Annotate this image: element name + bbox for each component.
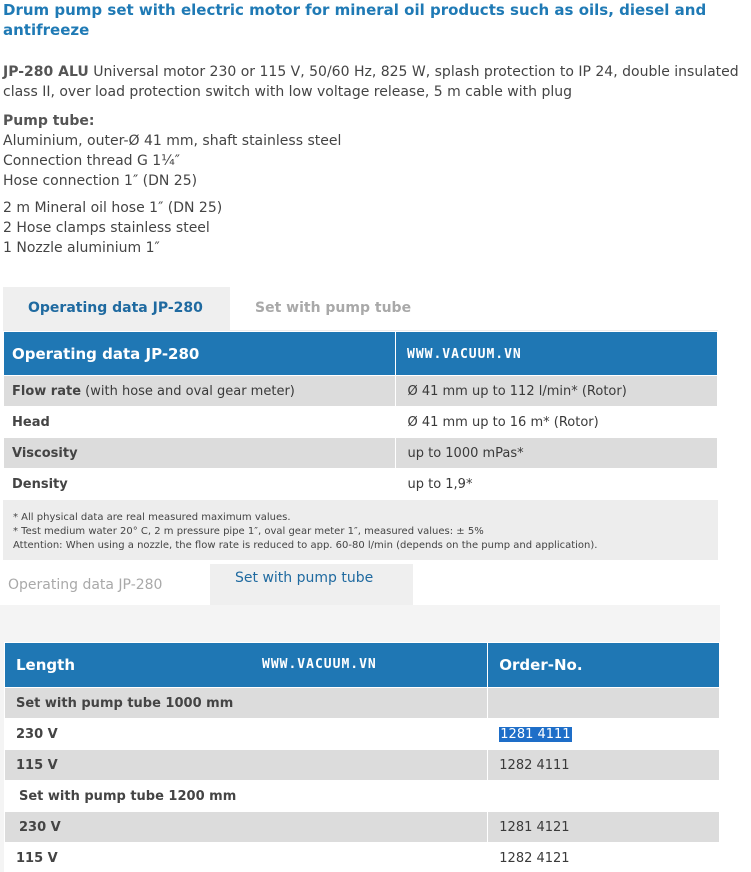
table-row bbox=[4, 407, 718, 438]
row-label: Flow rate bbox=[12, 383, 82, 399]
tab-bar-top bbox=[3, 287, 717, 330]
operating-table-header: Operating data JP-280 bbox=[4, 332, 396, 376]
order-no-cell[interactable]: 1281 4111 bbox=[500, 726, 571, 742]
table-row bbox=[5, 843, 720, 872]
row-value: Ø 41 mm up to 16 m* (Rotor) bbox=[396, 407, 718, 438]
row-value: Ø 41 mm up to 112 l/min* (Rotor) bbox=[396, 376, 718, 407]
order-no-cell: 1282 4111 bbox=[488, 750, 720, 781]
length-header: Length bbox=[5, 643, 488, 688]
tab-operating-data[interactable]: Operating data JP-280 bbox=[3, 287, 230, 330]
footnote: * All physical data are real measured maximum values. bbox=[13, 512, 291, 523]
length-cell: 230 V bbox=[5, 719, 488, 750]
footnote: Attention: When using a nozzle, the flow rate is reduced to app. 60-80 l/min (depends on the pump and application). bbox=[13, 540, 598, 551]
row-note: (with hose and oval gear meter) bbox=[81, 383, 295, 399]
tab-bar-bottom bbox=[0, 564, 720, 605]
table-row bbox=[5, 688, 720, 719]
table-row bbox=[4, 469, 718, 500]
row-value: up to 1000 mPas* bbox=[396, 438, 718, 469]
table-row bbox=[4, 376, 718, 407]
table-row bbox=[5, 781, 720, 812]
operating-data-table bbox=[3, 331, 718, 500]
pump-tube-specs bbox=[3, 111, 341, 191]
table-row bbox=[5, 812, 720, 843]
row-label: Density bbox=[12, 476, 68, 492]
row-value: up to 1,9* bbox=[396, 469, 718, 500]
length-cell: Set with pump tube 1000 mm bbox=[5, 688, 488, 719]
model-name: JP-280 ALU bbox=[3, 64, 89, 80]
product-description bbox=[3, 62, 751, 102]
row-label: Viscosity bbox=[12, 445, 78, 461]
watermark-text: WWW.VACUUM.VN bbox=[262, 657, 377, 672]
accessory-item: 1 Nozzle aluminium 1″ bbox=[3, 240, 160, 256]
watermark-text: WWW.VACUUM.VN bbox=[407, 347, 522, 362]
accessories-list bbox=[3, 198, 222, 258]
footnote: * Test medium water 20° C, 2 m pressure pipe 1″, oval gear meter 1″, measured values: ± 5% bbox=[13, 526, 484, 537]
set-table bbox=[4, 642, 720, 872]
tab-operating-data[interactable]: Operating data JP-280 bbox=[8, 577, 163, 593]
length-cell: 115 V bbox=[5, 750, 488, 781]
accessory-item: 2 Hose clamps stainless steel bbox=[3, 220, 210, 236]
table-row bbox=[5, 750, 720, 781]
order-no-cell: 1282 4121 bbox=[488, 843, 720, 872]
page-title: Drum pump set with electric motor for mineral oil products such as oils, diesel and antifreeze bbox=[3, 1, 707, 39]
accessory-item: 2 m Mineral oil hose 1″ (DN 25) bbox=[3, 200, 223, 216]
pump-tube-heading: Pump tube: bbox=[3, 113, 95, 129]
length-cell: Set with pump tube 1200 mm bbox=[5, 781, 488, 812]
tab-set-with-pump-tube[interactable]: Set with pump tube bbox=[210, 564, 413, 605]
order-no-cell: 1281 4121 bbox=[488, 812, 720, 843]
pump-tube-line: Connection thread G 1¼″ bbox=[3, 153, 181, 169]
order-no-header: Order-No. bbox=[488, 643, 720, 688]
pump-tube-line: Hose connection 1″ (DN 25) bbox=[3, 173, 198, 189]
tab-set-with-pump-tube[interactable]: Set with pump tube bbox=[255, 300, 412, 316]
footnotes bbox=[13, 511, 597, 553]
table-row bbox=[4, 438, 718, 469]
table-header-row bbox=[4, 332, 718, 376]
table-row bbox=[5, 719, 720, 750]
model-description: Universal motor 230 or 115 V, 50/60 Hz, 825 W, splash protection to IP 24, double insulated class II, over load protection switch with low voltage release, 5 m cable with plug bbox=[3, 64, 739, 100]
length-cell: 115 V bbox=[5, 843, 488, 872]
length-cell: 230 V bbox=[5, 812, 488, 843]
pump-tube-line: Aluminium, outer-Ø 41 mm, shaft stainless steel bbox=[3, 133, 342, 149]
row-label: Head bbox=[12, 414, 50, 430]
